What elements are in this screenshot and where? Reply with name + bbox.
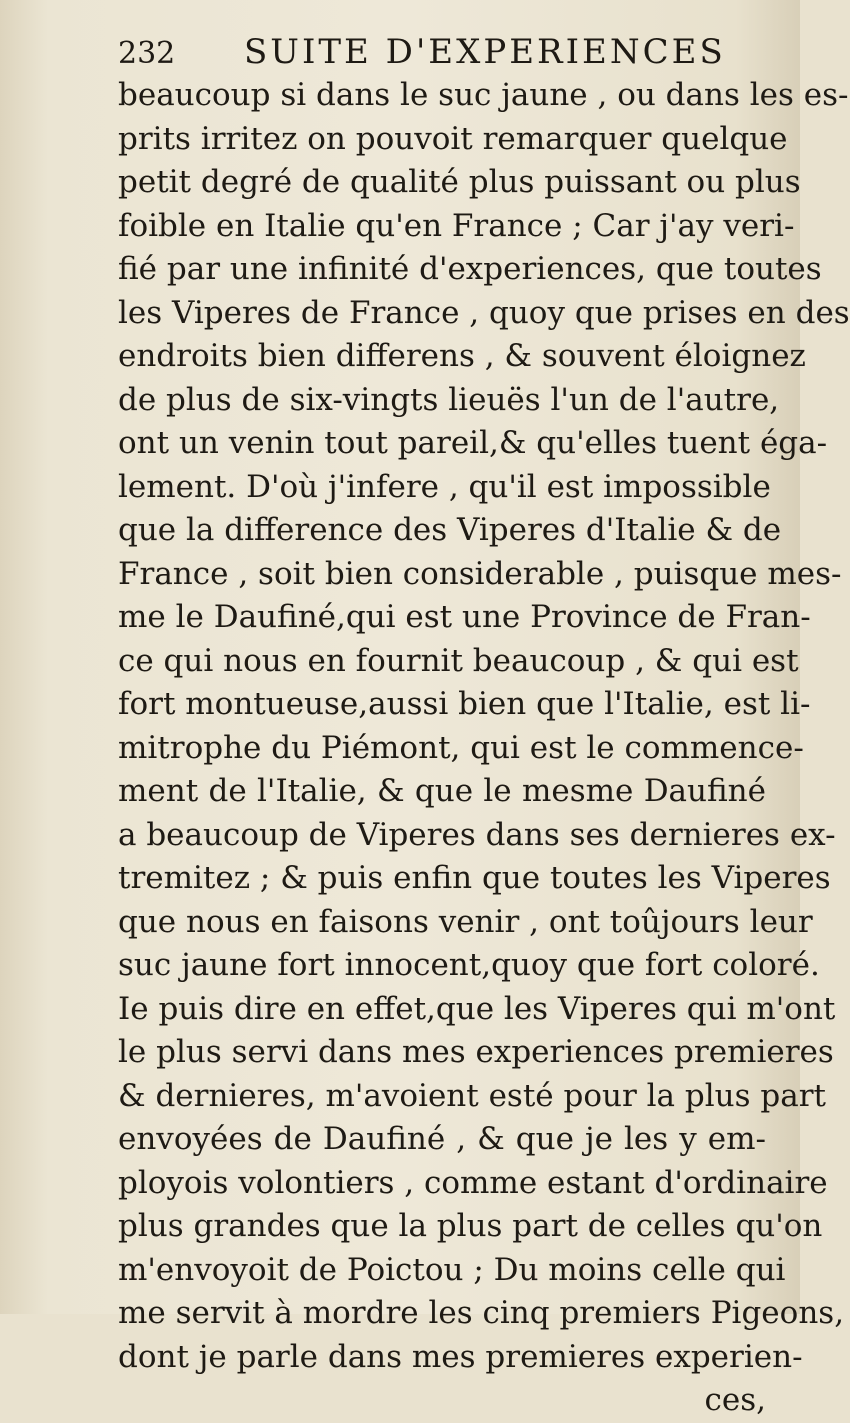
text-line: de plus de six-vingts lieuës l'un de l'autre, bbox=[118, 381, 780, 418]
text-line: endroits bien differens , & souvent éloignez bbox=[118, 338, 806, 374]
text-line: France , soit bien considerable , puisque mes- bbox=[118, 555, 842, 592]
text-line: me servit à mordre les cinq premiers Pigeons, bbox=[118, 1295, 845, 1331]
text-line: tremitez ; & puis enfin que toutes les Viperes bbox=[118, 860, 831, 896]
text-line: envoyées de Daufiné , & que je les y em- bbox=[118, 1121, 766, 1157]
text-line: beaucoup si dans le suc jaune , ou dans les es- bbox=[118, 77, 849, 113]
text-line: fort montueuse,aussi bien que l'Italie, est li- bbox=[118, 686, 811, 722]
page-header bbox=[118, 28, 758, 74]
text-line: ont un venin tout pareil,& qu'elles tuent éga- bbox=[118, 425, 828, 461]
text-line: ployois volontiers , comme estant d'ordinaire bbox=[118, 1164, 828, 1201]
text-line: & dernieres, m'avoient esté pour la plus part bbox=[118, 1077, 826, 1114]
body-text bbox=[118, 74, 850, 1423]
text-line: ces, bbox=[704, 1382, 766, 1418]
text-line: petit degré de qualité plus puissant ou plus bbox=[118, 164, 801, 200]
text-line: foible en Italie qu'en France ; Car j'ay veri- bbox=[118, 207, 795, 244]
text-line: m'envoyoit de Poictou ; Du moins celle qui bbox=[118, 1251, 786, 1288]
page-number: 232 bbox=[118, 36, 176, 71]
text-line: dont je parle dans mes premieres experien- bbox=[118, 1338, 803, 1375]
text-line: ment de l'Italie, & que le mesme Daufiné bbox=[118, 773, 766, 809]
text-line: mitrophe du Piémont, qui est le commence- bbox=[118, 729, 804, 766]
text-line: fié par une infinité d'experiences, que toutes bbox=[118, 251, 822, 287]
text-line: lement. D'où j'infere , qu'il est impossible bbox=[118, 468, 771, 505]
text-line: le plus servi dans mes experiences premieres bbox=[118, 1034, 834, 1070]
text-line: prits irritez on pouvoit remarquer quelque bbox=[118, 120, 788, 157]
text-line: que la difference des Viperes d'Italie & de bbox=[118, 512, 782, 548]
running-head: SUITE D'EXPERIENCES bbox=[244, 32, 726, 72]
text-line: suc jaune fort innocent,quoy que fort coloré. bbox=[118, 947, 820, 983]
text-line: me le Daufiné,qui est une Province de Fran- bbox=[118, 599, 811, 635]
text-line: a beaucoup de Viperes dans ses dernieres ex- bbox=[118, 816, 836, 853]
text-line: Ie puis dire en effet,que les Viperes qui m'ont bbox=[118, 990, 836, 1027]
text-line: les Viperes de France , quoy que prises en des bbox=[118, 294, 850, 331]
text-line: que nous en faisons venir , ont toûjours leur bbox=[118, 903, 813, 940]
text-line: ce qui nous en fournit beaucoup , & qui est bbox=[118, 642, 799, 679]
text-line: plus grandes que la plus part de celles qu'on bbox=[118, 1208, 823, 1244]
